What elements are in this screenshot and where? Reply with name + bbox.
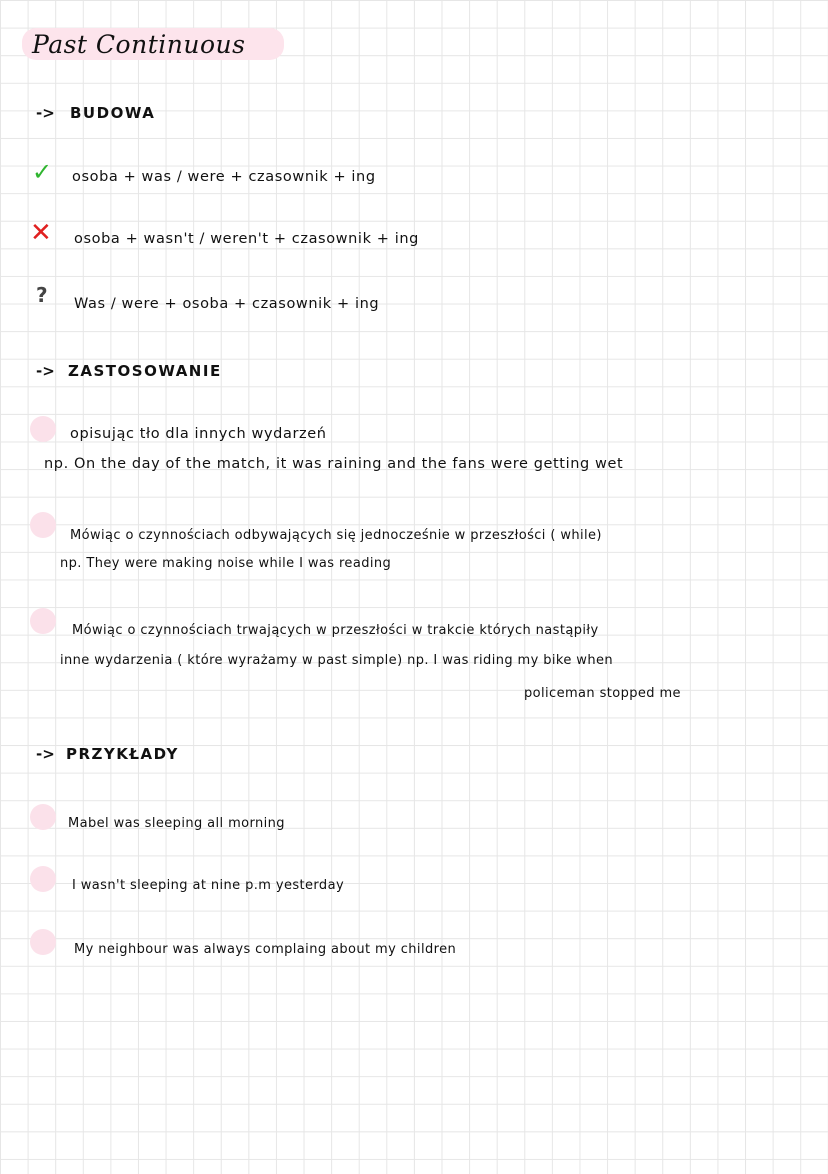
section-heading-przyklady: PRZYKŁADY — [66, 745, 179, 763]
check-icon: ✓ — [32, 158, 53, 186]
question-icon: ? — [36, 283, 48, 307]
example-1: Mabel was sleeping all morning — [68, 816, 285, 831]
bullet-dot — [30, 866, 56, 892]
rule-negative: osoba + wasn't / weren't + czasownik + ing — [74, 231, 419, 247]
bullet-dot — [30, 416, 56, 442]
rule-question: Was / were + osoba + czasownik + ing — [74, 296, 380, 312]
bullet-dot — [30, 804, 56, 830]
usage-1-description: opisując tło dla innych wydarzeń — [70, 426, 327, 442]
section-heading-zastosowanie: ZASTOSOWANIE — [68, 362, 222, 380]
example-2: I wasn't sleeping at nine p.m yesterday — [72, 878, 345, 893]
arrow-icon: -> — [36, 104, 55, 122]
usage-2-description: Mówiąc o czynnościach odbywających się jednocześnie w przeszłości ( while) — [70, 528, 602, 543]
page-title: Past Continuous — [32, 30, 246, 59]
arrow-icon: -> — [36, 362, 55, 380]
section-heading-budowa: BUDOWA — [70, 104, 156, 122]
bullet-dot — [30, 929, 56, 955]
rule-positive: osoba + was / were + czasownik + ing — [72, 169, 376, 185]
usage-2-example: np. They were making noise while I was reading — [60, 556, 392, 571]
bullet-dot — [30, 512, 56, 538]
cross-icon: ✕ — [30, 218, 52, 248]
usage-3-description-cont: inne wydarzenia ( które wyrażamy w past simple) np. I was riding my bike when — [60, 653, 613, 668]
arrow-icon: -> — [36, 745, 55, 763]
usage-3-example-cont: policeman stopped me — [524, 686, 681, 701]
usage-3-description: Mówiąc o czynnościach trwających w przeszłości w trakcie których nastąpiły — [72, 623, 599, 638]
bullet-dot — [30, 608, 56, 634]
usage-1-example: np. On the day of the match, it was raining and the fans were getting wet — [44, 456, 624, 472]
example-3: My neighbour was always complaing about my children — [74, 942, 457, 957]
